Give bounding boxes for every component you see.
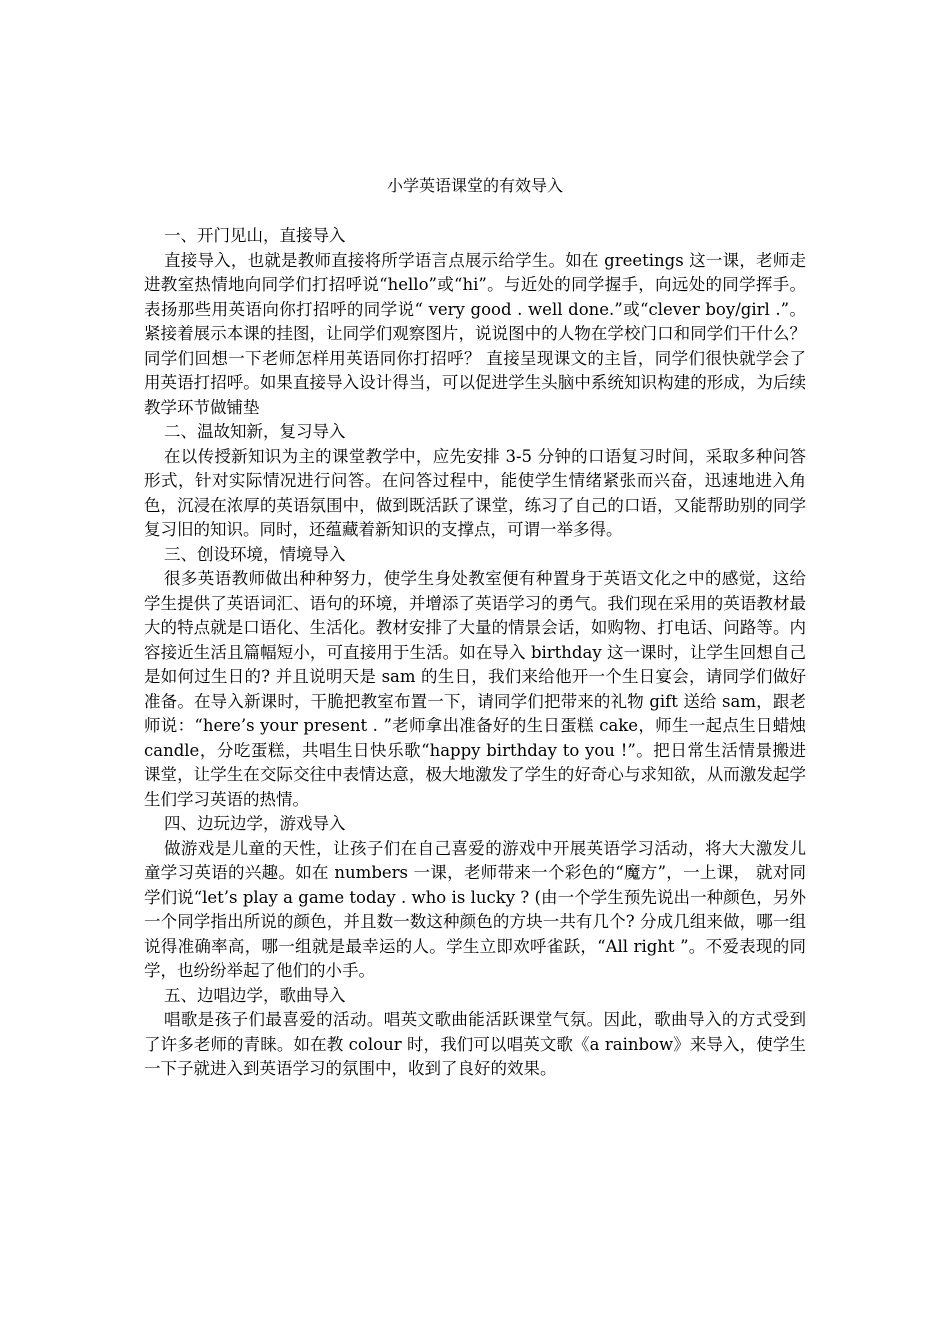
section-1-heading: 一、开门见山，直接导入 (164, 226, 346, 245)
section-2-paragraph: 在以传授新知识为主的课堂教学中，应先安排 3-5 分钟的口语复习时间，采取多种问答形式，针对实际情况进行问答。在问答过程中，能使学生情绪紧张而兴奋，迅速地进入角色，沉浸在浓厚的英语氛围中，做到既活跃了课堂，练习了自己的口语，又能帮助别的同学复习旧的知识。同时，还蕴藏着新知识的支撑点，可谓一举多得。 (144, 446, 806, 539)
document-body (144, 224, 806, 1082)
section-2-heading: 二、温故知新，复习导入 (164, 422, 346, 441)
section-1-paragraph: 直接导入，也就是教师直接将所学语言点展示给学生。如在 greetings 这一课，老师走进教室热情地向同学们打招呼说“hello”或“hi”。与近处的同学握手，向远处的同学挥手。表扬那些用英语向你打招呼的同学说“ very good . well done.”或“clever boy/girl .”。紧接着展示本课的挂图，让同学们观察图片，说说图中的人物在学校门口和同学们干什么？同学们回想一下老师怎样用英语同你打招呼？ 直接呈现课文的主旨，同学们很快就学会了用英语打招呼。如果直接导入设计得当，可以促进学生头脑中系统知识构建的形成，为后续教学环节做铺垫 (144, 250, 806, 417)
section-4-paragraph: 做游戏是儿童的天性，让孩子们在自己喜爱的游戏中开展英语学习活动，将大大激发儿童学习英语的兴趣。如在 numbers 一课，老师带来一个彩色的“魔方”，一上课， 就对同学们说“let’s play a game today . who is lucky ? (由一个学生预先说出一种颜色，另外一个同学指出所说的颜色，并且数一数这种颜色的方块一共有几个? 分成几组来做，哪一组说得准确率高，哪一组就是最幸运的人。学生立即欢呼雀跃，“All right ”。不爱表现的同学，也纷纷举起了他们的小手。 (144, 838, 806, 980)
section-3-paragraph: 很多英语教师做出种种努力，使学生身处教室便有种置身于英语文化之中的感觉，这给学生提供了英语词汇、语句的环境，并增添了英语学习的勇气。我们现在采用的英语教材最大的特点就是口语化、生活化。教材安排了大量的情景会话，如购物、打电话、问路等。内容接近生活且篇幅短小，可直接用于生活。如在导入 birthday 这一课时，让学生回想自己是如何过生日的? 并且说明天是 sam 的生日，我们来给他开一个生日宴会，请同学们做好准备。在导入新课时，干脆把教室布置一下，请同学们把带来的礼物 gift 送给 sam，跟老师说：“here’s your present . ”老师拿出准备好的生日蛋糕 cake，师生一起点生日蜡烛 candle，分吃蛋糕，共唱生日快乐歌“happy birthday to you !”。把日常生活情景搬进课堂，让学生在交际交往中表情达意，极大地激发了学生的好奇心与求知欲，从而激发起学生们学习英语的热情。 (144, 569, 806, 809)
section-3-heading: 三、创设环境，情境导入 (164, 544, 346, 564)
document-title: 小学英语课堂的有效导入 (386, 176, 563, 195)
section-5-heading: 五、边唱边学，歌曲导入 (164, 985, 346, 1005)
section-5-paragraph: 唱歌是孩子们最喜爱的活动。唱英文歌曲能活跃课堂气氛。因此，歌曲导入的方式受到了许多老师的青睐。如在教 colour 时，我们可以唱英文歌《a rainbow》来导入，使学生一下子就进入到英语学习的氛围中，收到了良好的效果。 (144, 1010, 806, 1078)
section-4-heading: 四、边玩边学，游戏导入 (164, 814, 346, 833)
